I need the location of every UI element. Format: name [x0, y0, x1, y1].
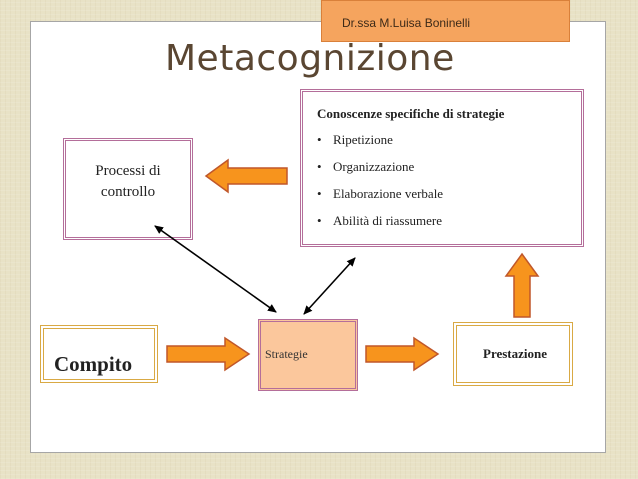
strategy-label: Abilità di riassumere	[333, 213, 443, 228]
arrow-right-icon	[167, 338, 249, 370]
double-arrow-icon	[304, 258, 355, 314]
bullet-icon: •	[317, 213, 322, 228]
strategy-label: Organizzazione	[333, 159, 415, 174]
strategy-label: Ripetizione	[333, 132, 393, 147]
bullet-icon: •	[317, 186, 322, 201]
prestazione-label: Prestazione	[483, 346, 548, 361]
processi-line-1: Processi di	[95, 163, 161, 179]
bullet-icon: •	[317, 132, 322, 147]
compito-label: Compito	[54, 352, 133, 376]
arrow-up-icon	[506, 254, 538, 317]
processi-line-2: controllo	[100, 184, 156, 200]
slide-title: Metacognizione	[165, 38, 455, 79]
conoscenze-heading: Conoscenze specifiche di strategie	[317, 106, 505, 121]
arrow-left-icon	[206, 160, 287, 192]
bullet-icon: •	[317, 159, 322, 174]
arrow-right-icon	[366, 338, 438, 370]
author-label: Dr.ssa M.Luisa Boninelli	[342, 16, 471, 30]
double-arrow-icon	[155, 226, 276, 312]
strategie-label: Strategie	[265, 347, 308, 361]
strategy-label: Elaborazione verbale	[333, 186, 444, 201]
